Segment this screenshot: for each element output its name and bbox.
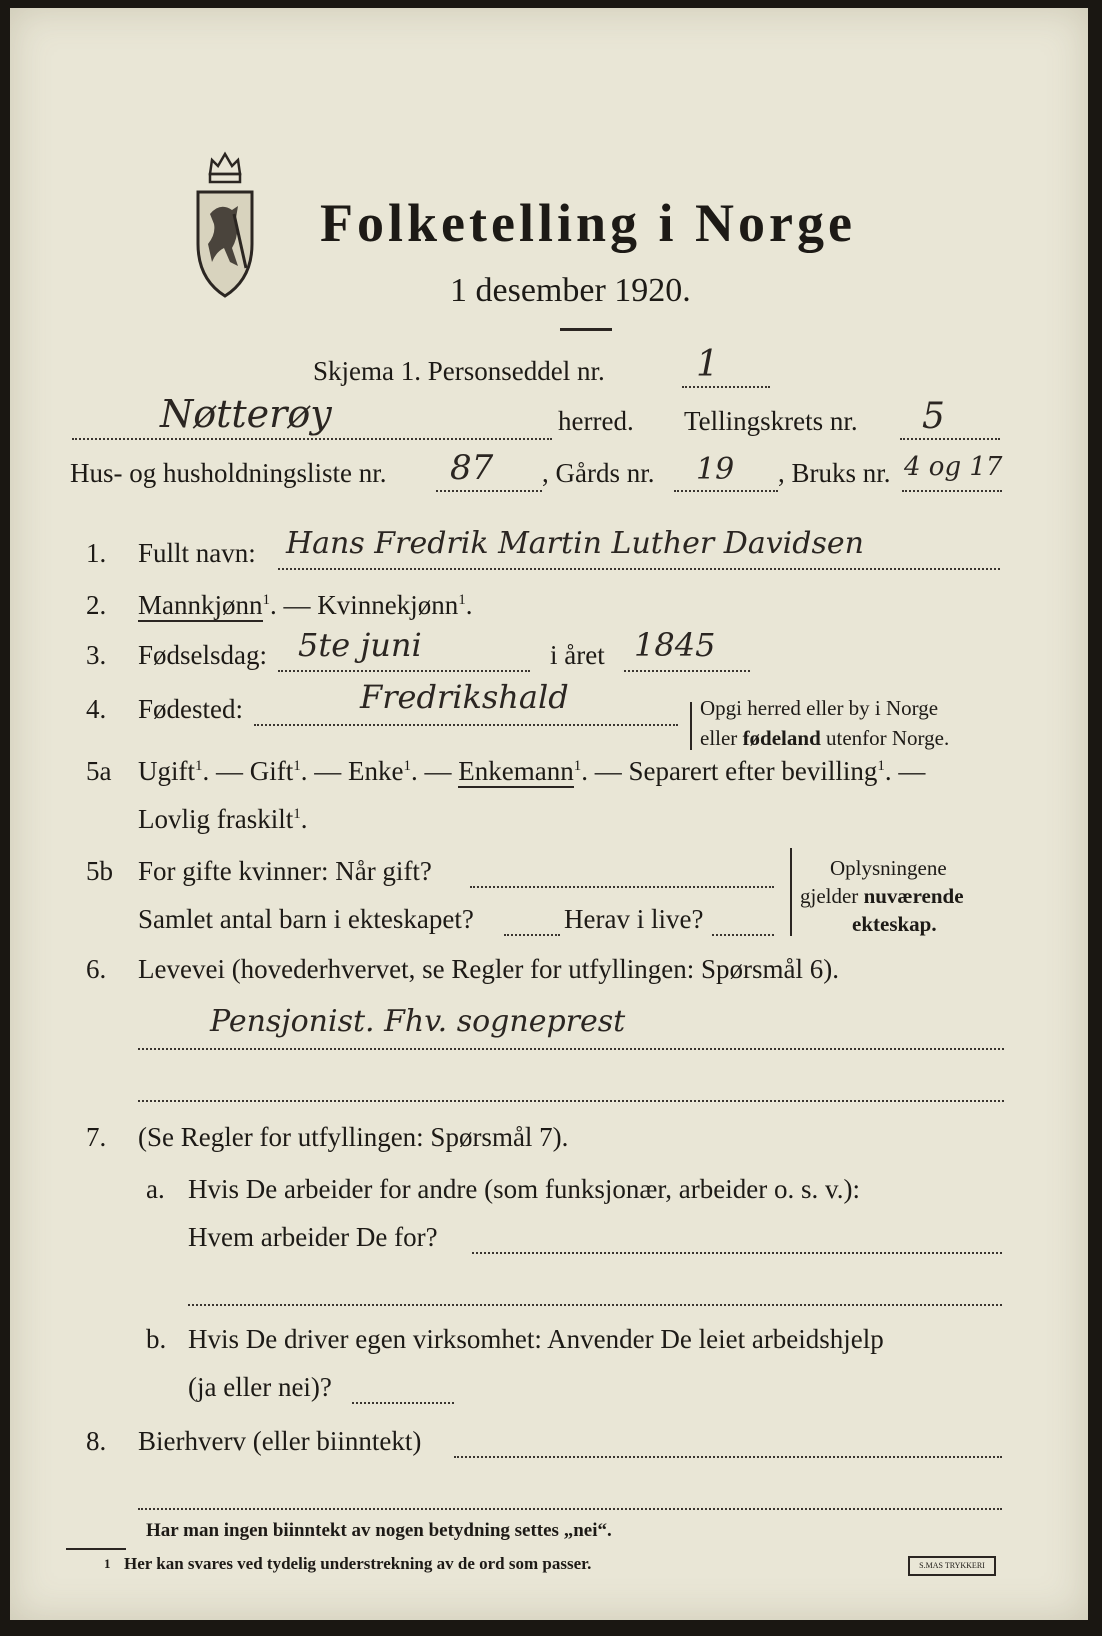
q4-line: [254, 724, 678, 726]
q6-label: Levevei (hovederhvervet, se Regler for utfyllingen: Spørsmål 6).: [138, 954, 840, 984]
q7b-line: [352, 1402, 454, 1404]
q5a-enkemann-option: Enkemann: [458, 756, 574, 786]
q4-note-line1: Opgi herred eller by i Norge: [700, 696, 939, 720]
q2-number: 2.: [86, 590, 107, 620]
q4-note-line2: eller fødeland utenfor Norge.: [700, 726, 950, 750]
q5b-label1: For gifte kvinner: Når gift?: [138, 856, 432, 886]
herred-line: [72, 438, 552, 440]
husholdning-label: Hus- og husholdningsliste nr.: [70, 458, 387, 488]
herred-label: herred.: [558, 406, 634, 436]
footnote-number: 1: [104, 1556, 111, 1571]
q6-number: 6.: [86, 954, 107, 984]
bruks-value: 4 og 17: [904, 452, 1003, 482]
husholdning-value: 87: [450, 448, 494, 488]
q6-line2: [138, 1100, 1004, 1102]
tellingskrets-label: Tellingskrets nr.: [684, 406, 858, 436]
q3-year-line: [624, 670, 750, 672]
census-date: 1 desember 1920.: [450, 272, 691, 309]
schema-label: Skjema 1. Personseddel nr.: [313, 356, 605, 386]
q7-number: 7.: [86, 1122, 107, 1152]
census-form-sheet: [10, 8, 1088, 1620]
person-number-value: 1: [696, 344, 719, 385]
tellingskrets-line: [900, 438, 1000, 440]
q7a-question: Hvem arbeider De for?: [188, 1222, 438, 1252]
q7b-number: b.: [146, 1324, 167, 1354]
q5b-note2: gjelder nuværende: [800, 884, 964, 908]
q2-mannkjonn-option: Mannkjønn: [138, 590, 263, 620]
footnote-divider: [66, 1548, 126, 1550]
bruks-label: , Bruks nr.: [778, 458, 891, 488]
person-number-line: [682, 386, 770, 388]
gards-value: 19: [696, 452, 735, 487]
printer-stamp: S.MAS TRYKKERI: [908, 1556, 996, 1576]
q5b-brace: [790, 848, 792, 936]
title-divider: [560, 328, 612, 331]
q5b-line3: [712, 934, 774, 936]
q5b-note3: ekteskap.: [852, 912, 937, 936]
q1-line: [278, 568, 1000, 570]
q7b-text: Hvis De driver egen virksomhet: Anvender De leiet arbeidshjelp: [188, 1324, 884, 1354]
form-title: Folketelling i Norge: [320, 193, 856, 253]
q5b-label3: Herav i live?: [564, 904, 704, 934]
q5a-line2: Lovlig fraskilt$^1$.: [138, 804, 308, 834]
husholdning-line: [436, 490, 542, 492]
q1-label: Fullt navn:: [138, 538, 256, 568]
q1-full-name: Hans Fredrik Martin Luther Davidsen: [286, 526, 864, 561]
q5b-label2: Samlet antal barn i ekteskapet?: [138, 904, 474, 934]
q5b-line2: [504, 934, 560, 936]
q7a-text: Hvis De arbeider for andre (som funksjonær, arbeider o. s. v.):: [188, 1174, 860, 1204]
q7b-question: (ja eller nei)?: [188, 1372, 332, 1402]
q5b-note1: Oplysningene: [830, 856, 947, 880]
q4-brace: [690, 702, 692, 750]
q4-birthplace-value: Fredrikshald: [360, 678, 569, 716]
q7a-number: a.: [146, 1174, 165, 1204]
q7a-line2: [188, 1304, 1002, 1306]
q7a-line1: [472, 1252, 1002, 1254]
q3-birthday-value: 5te juni: [298, 626, 422, 664]
q7-label: (Se Regler for utfyllingen: Spørsmål 7).: [138, 1122, 569, 1152]
q6-occupation-value: Pensjonist. Fhv. sogneprest: [210, 1004, 626, 1039]
q5a-number: 5a: [86, 756, 112, 786]
coat-of-arms-icon: [190, 144, 260, 302]
q1-number: 1.: [86, 538, 107, 568]
q3-number: 3.: [86, 640, 107, 670]
footnote-text: Her kan svares ved tydelig understrekning av de ord som passer.: [124, 1554, 592, 1573]
tellingskrets-value: 5: [922, 396, 945, 437]
q3-line: [278, 670, 530, 672]
q6-line1: [138, 1048, 1004, 1050]
q2-gender-options: Mannkjønn$^1$. — Kvinnekjønn$^1$.: [138, 590, 473, 620]
gards-label: , Gårds nr.: [542, 458, 655, 488]
herred-value: Nøtterøy: [160, 392, 332, 436]
q8-number: 8.: [86, 1426, 107, 1456]
q5b-line1: [470, 886, 774, 888]
q8-line2: [138, 1508, 1002, 1510]
q8-line1: [454, 1456, 1002, 1458]
biinntekt-note: Har man ingen biinntekt av nogen betydning settes „nei“.: [146, 1520, 612, 1541]
gards-line: [674, 490, 778, 492]
q3-year-label: i året: [550, 640, 605, 670]
q5b-number: 5b: [86, 856, 113, 886]
q3-year-value: 1845: [634, 626, 716, 664]
q8-label: Bierhverv (eller biinntekt): [138, 1426, 422, 1456]
q4-number: 4.: [86, 694, 107, 724]
q5a-marital-options: Ugift$^1$. — Gift$^1$. — Enke$^1$. — Enkemann$^1$. — Separert efter bevilling$^1$. —: [138, 756, 926, 786]
q3-label: Fødselsdag:: [138, 640, 268, 670]
bruks-line: [902, 490, 1002, 492]
q4-label: Fødested:: [138, 694, 243, 724]
